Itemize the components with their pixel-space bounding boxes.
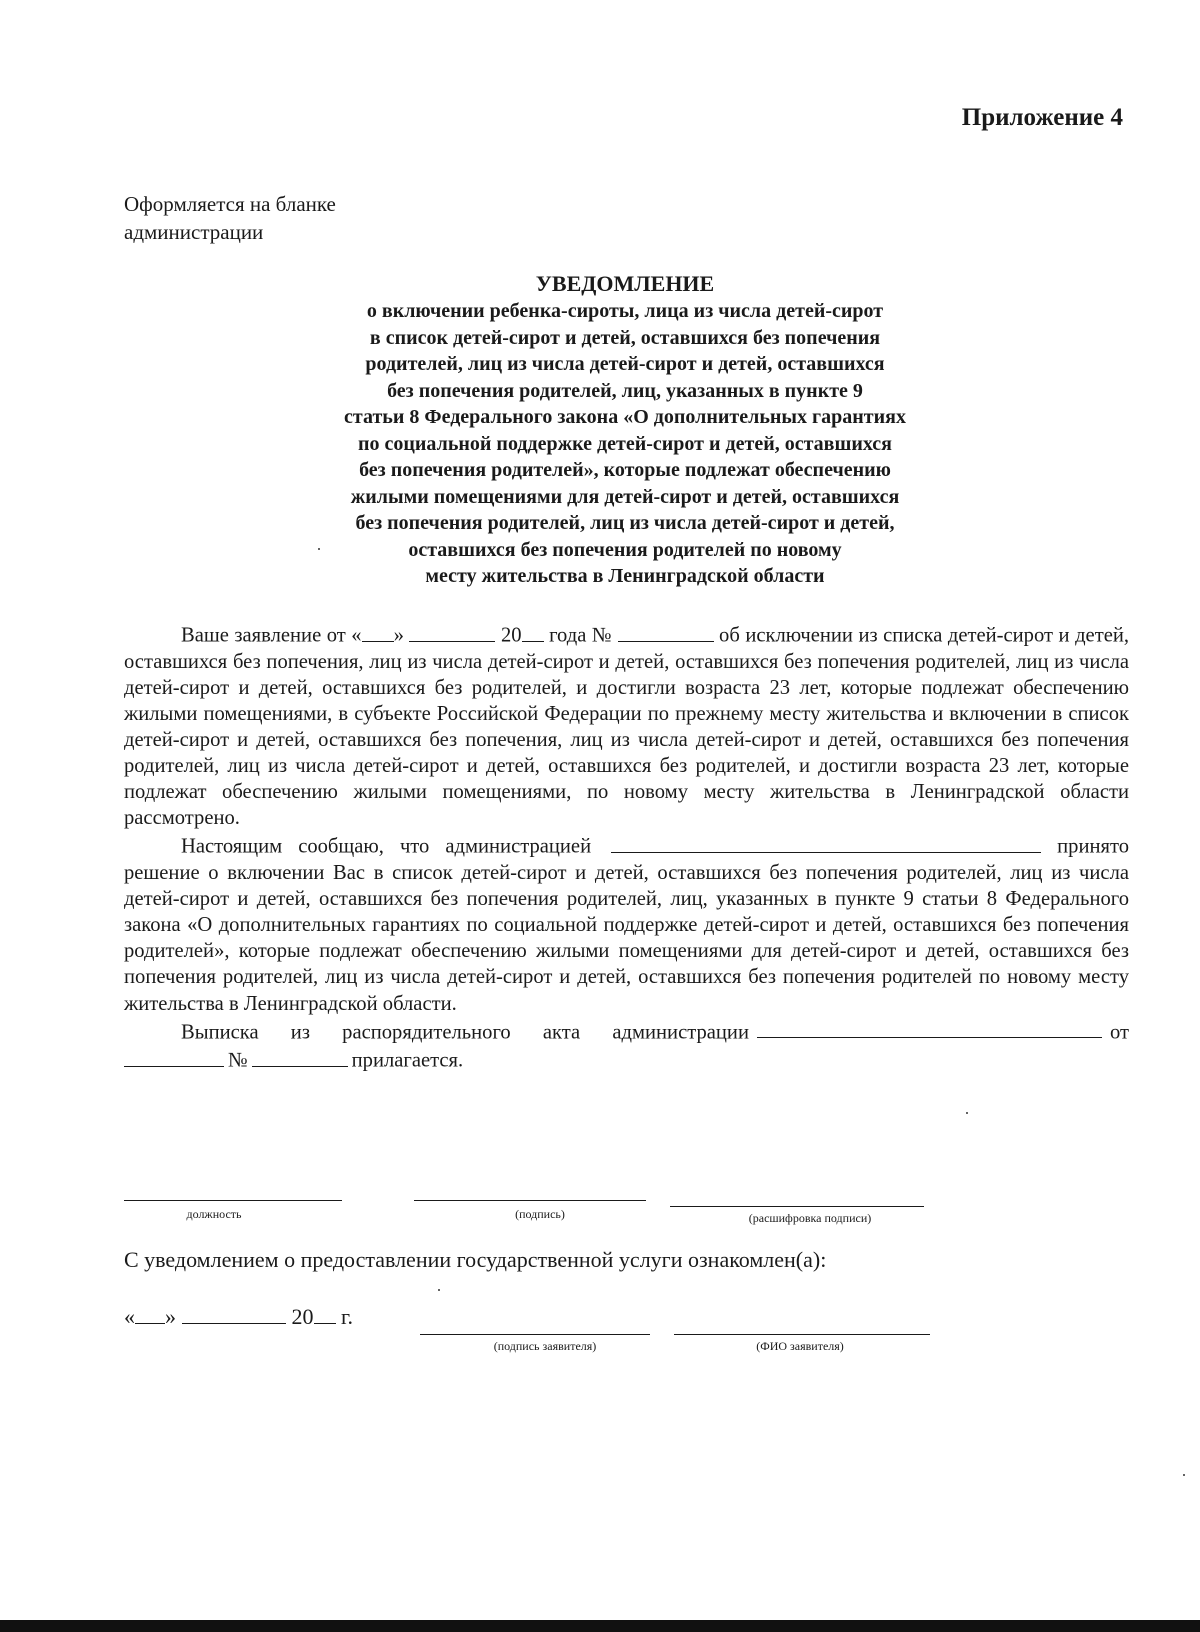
year-number-label: года № [543,624,618,647]
notice-subtitle-line: без попечения родителей, лиц из числа детей-сирот и детей, [355,512,895,534]
date-quote-open: « [124,1304,135,1330]
blank-day-field[interactable] [362,620,394,642]
notice-subtitle-line: без попечения родителей, лиц, указанных в пункте 9 [387,379,863,402]
applicant-name-line[interactable] [674,1334,930,1335]
blank-administration-field[interactable] [611,831,1041,853]
application-paragraph-text: об исключении из списка детей-сирот и детей, оставшихся без попечения, лиц из числа детей-сирот и детей, оставшихся без попечения родителей, лиц из числа детей-сирот и детей, оставшихся без родителей, и достигли возраста 23 лет, которые подлежат обеспечению жилыми помещениями, в субъекте Российской Федерации по прежнему месту жительства и включении в список детей-сирот и детей, оставшихся без попечения, лиц из числа детей-сирот и детей, оставшихся без попечения родителей, лиц из числа детей-сирот и детей, оставшихся без родителей, и достигли возраста 23 лет, которые подлежат обеспечению жилыми помещениями, по новому месту жительства в Ленинградской области рассмотрено. [124,624,1129,830]
extract-intro: Выписка из распорядительного акта администрации [181,1021,749,1044]
blank-act-field[interactable] [757,1017,1102,1039]
extract-number-label: № [228,1049,248,1072]
letterhead-note-line: Оформляется на бланке [124,192,336,216]
notice-title: УВЕДОМЛЕНИЕ [535,271,715,296]
decision-paragraph-text: принято решение о включении Вас в список детей-сирот и детей, оставшихся без попечения родителей, лиц из числа детей-сирот и детей, оставшихся без попечения родителей, лиц, указанных в пункте 9 статьи 8 Федерального закона «О дополнительных гарантиях по социальной поддержке детей-сирот и детей, оставшихся без попечения родителей», которые подлежат обеспечению жилыми помещениями для детей-сирот и детей, оставшихся без попечения родителей, лиц из числа детей-сирот и детей, оставшихся без попечения родителей по новому месту жительства в Ленинградской области. [124,835,1129,1015]
blank-ack-year-field[interactable] [314,1300,336,1324]
letterhead-note [124,190,336,246]
signature-caption: (подпись) [515,1207,565,1221]
notice-subtitle-line: в список детей-сирот и детей, оставшихся без попечения [369,326,881,349]
scan-speck [966,1112,968,1114]
blank-ack-day-field[interactable] [135,1300,165,1324]
blank-year-field[interactable] [522,620,544,642]
body-paragraph-decision [124,831,1129,1016]
notice-subtitle-line: родителей, лиц из числа детей-сирот и детей, оставшихся [365,353,885,375]
notice-subtitle-line: статьи 8 Федерального закона «О дополнительных гарантиях [344,406,906,428]
notice-body [124,620,1129,1074]
acknowledgement-statement: С уведомлением о предоставлении государственной услуги ознакомлен(а): [124,1247,827,1272]
extract-from-label: от [1109,1021,1129,1044]
notice-subtitle-line: оставшихся без попечения родителей по новому [408,538,842,561]
scan-speck [318,548,320,550]
applicant-name-caption: (ФИО заявителя) [756,1339,844,1353]
position-line[interactable] [124,1200,342,1201]
year-prefix: 20 [495,624,522,647]
notice-subtitle-line: о включении ребенка-сироты, лица из числа детей-сирот [366,300,884,322]
appendix-label: Приложение 4 [961,104,1123,131]
date-year-suffix: г. [341,1304,354,1330]
notice-subtitle-line: без попечения родителей», которые подлежат обеспечению [359,459,891,481]
extract-attached-text: прилагается. [351,1049,464,1072]
scan-edge-bar [0,1620,1200,1632]
signature-decode-caption: (расшифровка подписи) [748,1211,872,1225]
quote-close: » [393,624,410,647]
blank-ack-month-field[interactable] [182,1300,286,1324]
notice-subtitle-line: по социальной поддержке детей-сирот и детей, оставшихся [357,432,893,455]
blank-month-field[interactable] [409,620,495,642]
acknowledgement-date [124,1300,353,1330]
letterhead-note-line: администрации [124,220,264,244]
notice-subtitle-line: жилыми помещениями для детей-сирот и детей, оставшихся [350,485,900,508]
scan-speck [438,1289,440,1291]
application-date-prefix: Ваше заявление от « [181,624,362,647]
date-quote-close: » [165,1304,176,1330]
body-paragraph-application [124,620,1129,831]
notice-subtitle-line: месту жительства в Ленинградской области [425,565,825,587]
signature-decode-line[interactable] [670,1206,924,1207]
decision-intro: Настоящим сообщаю, что администрацией [181,835,592,858]
blank-act-number-field[interactable] [252,1045,348,1067]
blank-act-date-field[interactable] [124,1045,224,1067]
notice-title-block [180,270,1070,590]
scan-speck [1183,1474,1185,1476]
position-caption: должность [186,1207,242,1221]
blank-application-number-field[interactable] [618,620,714,642]
applicant-signature-caption: (подпись заявителя) [493,1339,597,1353]
date-year-prefix: 20 [291,1304,314,1330]
body-paragraph-extract [124,1017,1129,1074]
signature-line[interactable] [414,1200,646,1201]
applicant-signature-line[interactable] [420,1334,650,1335]
